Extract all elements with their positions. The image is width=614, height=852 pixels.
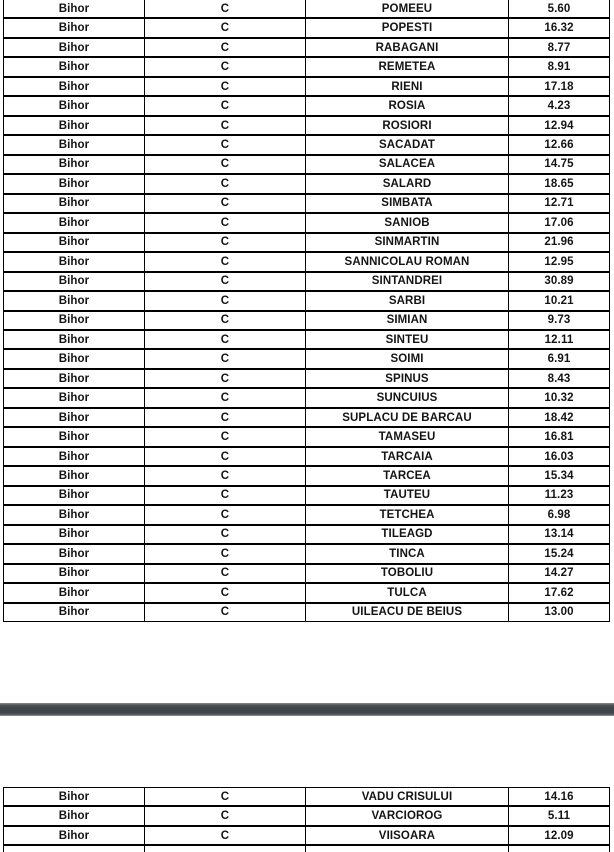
cell-county: Bihor — [4, 428, 145, 445]
cell-county: Bihor — [4, 389, 145, 406]
cell-code: C — [145, 292, 306, 309]
cell-county: Bihor — [4, 117, 145, 134]
cell-value: 5.60 — [547, 2, 571, 15]
cell-code: C — [145, 214, 306, 231]
table-row — [3, 369, 610, 388]
cell-county — [4, 846, 145, 852]
table-row — [3, 233, 610, 252]
cell-value: 8.91 — [547, 61, 571, 74]
cell-value: 14.27 — [544, 567, 574, 580]
cell-county: Bihor — [4, 312, 145, 329]
table-row — [3, 174, 610, 193]
cell-locality: RABAGANI — [306, 39, 509, 56]
table-row — [3, 583, 610, 602]
cell-locality: POPESTI — [306, 19, 509, 36]
cell-code: C — [145, 428, 306, 445]
cell-value: 4.23 — [547, 100, 571, 113]
table-row — [3, 564, 610, 583]
cell-county: Bihor — [4, 214, 145, 231]
table-row — [3, 116, 610, 135]
cell-value: 18.65 — [544, 177, 574, 190]
cell-county: Bihor — [4, 58, 145, 75]
cell-locality: SIMBATA — [306, 195, 509, 212]
cell-code — [145, 846, 306, 852]
cell-locality: SUPLACU DE BARCAU — [306, 409, 509, 426]
table-row — [3, 18, 610, 37]
cell-code: C — [145, 117, 306, 134]
cell-value: 12.09 — [544, 829, 574, 842]
cell-code: C — [145, 253, 306, 270]
cell-locality: TULCA — [306, 584, 509, 601]
cell-value: 10.21 — [544, 294, 574, 307]
cell-locality: UILEACU DE BEIUS — [306, 604, 509, 621]
cell-value: 12.66 — [544, 139, 574, 152]
cell-locality: SANIOB — [306, 214, 509, 231]
cell-code: C — [145, 370, 306, 387]
cell-county: Bihor — [4, 370, 145, 387]
cell-locality: REMETEA — [306, 58, 509, 75]
cell-county: Bihor — [4, 0, 145, 17]
cell-locality: TAUTEU — [306, 487, 509, 504]
cell-county: Bihor — [4, 526, 145, 543]
cell-value: 9.73 — [547, 314, 571, 327]
cell-locality: POMEEU — [306, 0, 509, 17]
cell-locality: SANNICOLAU ROMAN — [306, 253, 509, 270]
cell-value: 12.11 — [544, 333, 574, 346]
cell-locality: VADU CRISULUI — [306, 788, 509, 805]
cell-locality: SINMARTIN — [306, 234, 509, 251]
cell-value: 17.06 — [544, 216, 574, 229]
cell-code: C — [145, 273, 306, 290]
cell-value: 13.00 — [544, 606, 574, 619]
data-table-lower — [3, 787, 610, 852]
table-row — [3, 77, 610, 96]
cell-code: C — [145, 448, 306, 465]
cell-code: C — [145, 409, 306, 426]
cell-locality: SOIMI — [306, 350, 509, 367]
cell-county: Bihor — [4, 273, 145, 290]
cell-code: C — [145, 312, 306, 329]
cell-county: Bihor — [4, 827, 145, 844]
cell-code: C — [145, 234, 306, 251]
table-row — [3, 388, 610, 407]
table-row — [3, 213, 610, 232]
cell-locality: VARCIOROG — [306, 807, 509, 824]
cell-locality: TAMASEU — [306, 428, 509, 445]
cell-code: C — [145, 807, 306, 824]
table-row — [3, 0, 610, 18]
cell-locality: VIISOARA — [306, 827, 509, 844]
table-row — [3, 603, 610, 622]
cell-value: 15.34 — [544, 469, 574, 482]
cell-value: 16.81 — [544, 431, 574, 444]
cell-locality: ROSIORI — [306, 117, 509, 134]
cell-code: C — [145, 156, 306, 173]
cell-value — [509, 846, 609, 852]
cell-code: C — [145, 39, 306, 56]
cell-locality: SINTANDREI — [306, 273, 509, 290]
cell-code: C — [145, 97, 306, 114]
cell-county: Bihor — [4, 448, 145, 465]
cell-county: Bihor — [4, 807, 145, 824]
table-row — [3, 272, 610, 291]
table-row — [3, 291, 610, 310]
cell-county: Bihor — [4, 136, 145, 153]
cell-code: C — [145, 545, 306, 562]
cell-value: 30.89 — [544, 275, 574, 288]
cell-code: C — [145, 58, 306, 75]
cell-value: 10.32 — [544, 392, 574, 405]
table-row — [3, 349, 610, 368]
cell-county: Bihor — [4, 97, 145, 114]
cell-locality: SINTEU — [306, 331, 509, 348]
cell-value: 16.32 — [544, 22, 574, 35]
page-separator-bar — [0, 703, 614, 716]
cell-value: 8.43 — [547, 372, 571, 385]
cell-locality: SALACEA — [306, 156, 509, 173]
cell-code: C — [145, 788, 306, 805]
table-row — [3, 194, 610, 213]
cell-code: C — [145, 827, 306, 844]
cell-locality: TARCAIA — [306, 448, 509, 465]
cell-county: Bihor — [4, 604, 145, 621]
cell-locality: RIENI — [306, 78, 509, 95]
cell-county: Bihor — [4, 292, 145, 309]
table-row — [3, 155, 610, 174]
cell-code: C — [145, 331, 306, 348]
table-row-partial — [3, 845, 610, 852]
table-row — [3, 447, 610, 466]
cell-value: 17.18 — [544, 80, 574, 93]
table-row — [3, 330, 610, 349]
cell-value: 11.23 — [544, 489, 574, 502]
table-row — [3, 427, 610, 446]
cell-locality: TINCA — [306, 545, 509, 562]
cell-locality: TETCHEA — [306, 506, 509, 523]
table-row — [3, 311, 610, 330]
cell-value: 6.91 — [547, 353, 571, 366]
cell-code: C — [145, 19, 306, 36]
cell-locality: SUNCUIUS — [306, 389, 509, 406]
cell-code: C — [145, 175, 306, 192]
cell-county: Bihor — [4, 565, 145, 582]
data-table-upper — [3, 0, 610, 622]
cell-county: Bihor — [4, 175, 145, 192]
cell-value: 12.95 — [544, 255, 574, 268]
table-row — [3, 96, 610, 115]
table-row — [3, 408, 610, 427]
table-row — [3, 252, 610, 271]
cell-locality: SALARD — [306, 175, 509, 192]
cell-county: Bihor — [4, 545, 145, 562]
cell-code: C — [145, 78, 306, 95]
cell-locality: TOBOLIU — [306, 565, 509, 582]
cell-locality: TARCEA — [306, 467, 509, 484]
cell-county: Bihor — [4, 253, 145, 270]
cell-county: Bihor — [4, 788, 145, 805]
cell-county: Bihor — [4, 19, 145, 36]
cell-code: C — [145, 350, 306, 367]
cell-value: 12.94 — [544, 119, 574, 132]
cell-locality: SACADAT — [306, 136, 509, 153]
cell-county: Bihor — [4, 156, 145, 173]
cell-locality: TILEAGD — [306, 526, 509, 543]
cell-code: C — [145, 565, 306, 582]
cell-county: Bihor — [4, 584, 145, 601]
cell-code: C — [145, 0, 306, 17]
cell-value: 18.42 — [544, 411, 574, 424]
cell-code: C — [145, 136, 306, 153]
cell-county: Bihor — [4, 195, 145, 212]
cell-value: 5.11 — [547, 810, 571, 823]
cell-value: 17.62 — [544, 586, 574, 599]
cell-county: Bihor — [4, 39, 145, 56]
cell-code: C — [145, 584, 306, 601]
cell-value: 13.14 — [544, 528, 574, 541]
table-row — [3, 525, 610, 544]
cell-value: 14.75 — [544, 158, 574, 171]
table-row — [3, 806, 610, 825]
cell-locality: SPINUS — [306, 370, 509, 387]
cell-county: Bihor — [4, 487, 145, 504]
table-row — [3, 135, 610, 154]
table-row — [3, 826, 610, 845]
cell-value: 6.98 — [547, 508, 571, 521]
cell-locality: SIMIAN — [306, 312, 509, 329]
cell-locality — [306, 846, 509, 852]
table-row — [3, 544, 610, 563]
cell-code: C — [145, 467, 306, 484]
cell-value: 12.71 — [544, 197, 574, 210]
cell-value: 21.96 — [544, 236, 574, 249]
cell-county: Bihor — [4, 78, 145, 95]
cell-county: Bihor — [4, 350, 145, 367]
cell-county: Bihor — [4, 234, 145, 251]
cell-value: 15.24 — [544, 547, 574, 560]
cell-county: Bihor — [4, 467, 145, 484]
cell-county: Bihor — [4, 331, 145, 348]
cell-value: 16.03 — [544, 450, 574, 463]
cell-county: Bihor — [4, 409, 145, 426]
cell-code: C — [145, 526, 306, 543]
cell-code: C — [145, 389, 306, 406]
cell-locality: SARBI — [306, 292, 509, 309]
table-row — [3, 466, 610, 485]
cell-code: C — [145, 195, 306, 212]
cell-value: 8.77 — [547, 41, 571, 54]
table-row — [3, 38, 610, 57]
cell-code: C — [145, 506, 306, 523]
cell-locality: ROSIA — [306, 97, 509, 114]
cell-code: C — [145, 604, 306, 621]
table-row — [3, 505, 610, 524]
table-row — [3, 787, 610, 806]
table-row — [3, 57, 610, 76]
cell-code: C — [145, 487, 306, 504]
cell-value: 14.16 — [544, 790, 574, 803]
cell-county: Bihor — [4, 506, 145, 523]
table-row — [3, 486, 610, 505]
